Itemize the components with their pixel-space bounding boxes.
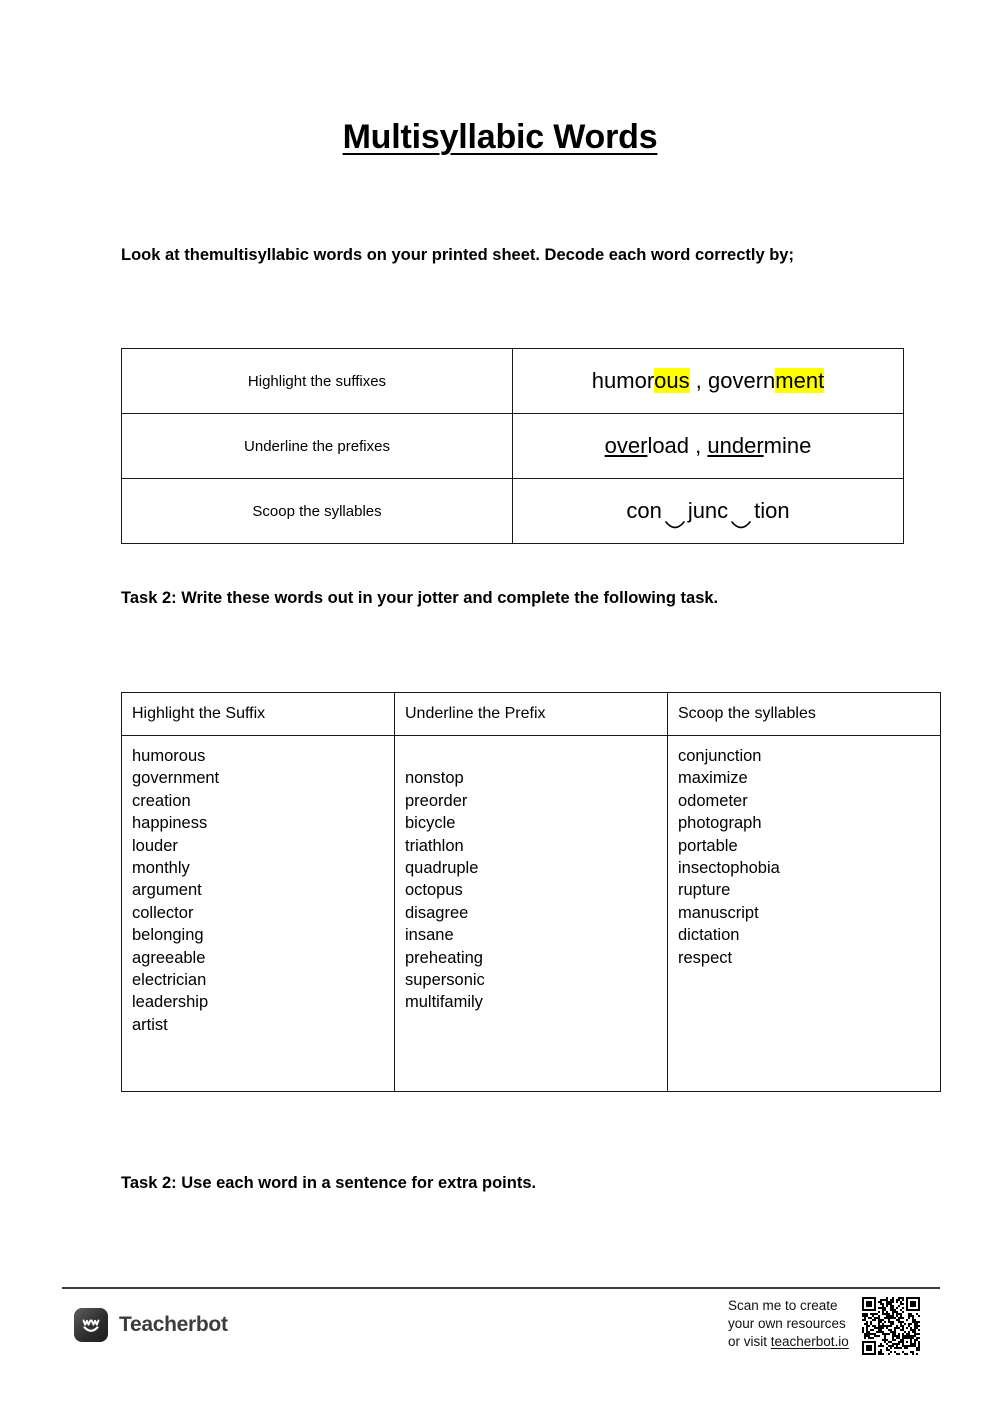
example-label-syllables: Scoop the syllables	[122, 479, 513, 544]
example-word-undermine: undermine	[707, 433, 812, 458]
list-item: triathlon	[405, 836, 464, 855]
list-item: quadruple	[405, 859, 479, 878]
example-content-prefixes	[513, 414, 904, 479]
list-item: bicycle	[405, 814, 456, 833]
word-cell-syllables	[668, 736, 941, 1092]
page-title-text: Multisyllabic Words	[342, 118, 658, 156]
suffix-highlight-ous: ous	[654, 368, 690, 393]
word-practice-table	[121, 692, 941, 1092]
list-item: manuscript	[678, 903, 759, 922]
table-header-row	[122, 693, 941, 736]
syllable-con: con	[626, 498, 662, 523]
example-label-suffixes: Highlight the suffixes	[122, 349, 513, 414]
scan-instructions	[728, 1297, 849, 1351]
example-content-suffixes	[513, 349, 904, 414]
list-item: agreeable	[132, 948, 206, 967]
list-item: portable	[678, 836, 738, 855]
brand-name-label: Teacherbot	[119, 1313, 228, 1336]
example-separator: ,	[689, 368, 708, 393]
prefix-underline-over: over	[604, 433, 648, 458]
table-row	[122, 736, 941, 1092]
list-item: preorder	[405, 791, 468, 810]
list-item: supersonic	[405, 971, 485, 990]
example-word-government: government	[707, 368, 825, 393]
list-item: humorous	[132, 747, 206, 765]
example-content-syllables	[513, 479, 904, 544]
suffix-highlight-ment: ment	[775, 368, 825, 393]
list-item: multifamily	[405, 993, 483, 1012]
table-row	[122, 349, 904, 414]
column-header-suffix: Highlight the Suffix	[122, 693, 395, 736]
column-header-prefix: Underline the Prefix	[395, 693, 668, 736]
list-item: nonstop	[405, 769, 464, 788]
footer-branding	[74, 1308, 228, 1342]
example-label-prefixes: Underline the prefixes	[122, 414, 513, 479]
list-item: respect	[678, 948, 733, 967]
word-cell-prefix	[395, 736, 668, 1092]
example-word-overload: overload	[604, 433, 690, 458]
list-item: insectophobia	[678, 859, 780, 878]
table-row	[122, 479, 904, 544]
list-item: artist	[132, 1015, 168, 1034]
scan-line-2: your own resources	[728, 1316, 846, 1331]
teacherbot-link[interactable]: teacherbot.io	[770, 1334, 849, 1349]
footer-divider	[62, 1287, 940, 1289]
list-item: maximize	[678, 769, 748, 788]
list-item: government	[132, 769, 220, 788]
list-item: monthly	[132, 859, 190, 878]
teacherbot-robot-face-icon	[74, 1308, 108, 1342]
scan-line-1: Scan me to create	[728, 1298, 838, 1313]
column-header-syllables: Scoop the syllables	[668, 693, 941, 736]
list-item: collector	[132, 903, 194, 922]
task-heading-write-words: Task 2: Write these words out in your jotter and complete the following task.	[121, 589, 719, 607]
example-word-humorous: humorous	[591, 368, 690, 393]
list-item: electrician	[132, 971, 207, 990]
list-item: conjunction	[678, 747, 762, 765]
example-table	[121, 348, 904, 544]
list-item: photograph	[678, 814, 762, 833]
table-row	[122, 414, 904, 479]
list-item: louder	[132, 836, 178, 855]
list-item: leadership	[132, 993, 209, 1012]
page-title	[0, 118, 1000, 157]
syllable-tion: tion	[754, 498, 790, 523]
list-item: argument	[132, 881, 202, 900]
list-item: belonging	[132, 926, 204, 945]
intro-instruction: Look at themultisyllabic words on your printed sheet. Decode each word correctly by;	[121, 246, 794, 264]
word-list-syllables	[678, 745, 930, 969]
word-cell-suffix	[122, 736, 395, 1092]
list-item: disagree	[405, 903, 469, 922]
list-item: preheating	[405, 948, 483, 967]
list-item: odometer	[678, 791, 748, 810]
list-item: creation	[132, 791, 191, 810]
list-item: octopus	[405, 881, 463, 900]
example-separator: ,	[689, 433, 708, 458]
list-item: happiness	[132, 814, 208, 833]
word-list-suffix	[132, 745, 384, 1036]
list-item: dictation	[678, 926, 740, 945]
footer-scan-block	[728, 1297, 920, 1355]
prefix-underline-under: under	[707, 433, 764, 458]
scan-line-3	[728, 1333, 849, 1351]
task-heading-sentences: Task 2: Use each word in a sentence for extra points.	[121, 1174, 537, 1192]
word-list-prefix	[405, 745, 657, 1014]
scan-line-3-prefix: or visit	[728, 1334, 771, 1349]
list-item: insane	[405, 926, 454, 945]
list-item: rupture	[678, 881, 731, 900]
qr-code-icon[interactable]	[862, 1297, 920, 1355]
syllable-junc: junc	[687, 498, 729, 523]
